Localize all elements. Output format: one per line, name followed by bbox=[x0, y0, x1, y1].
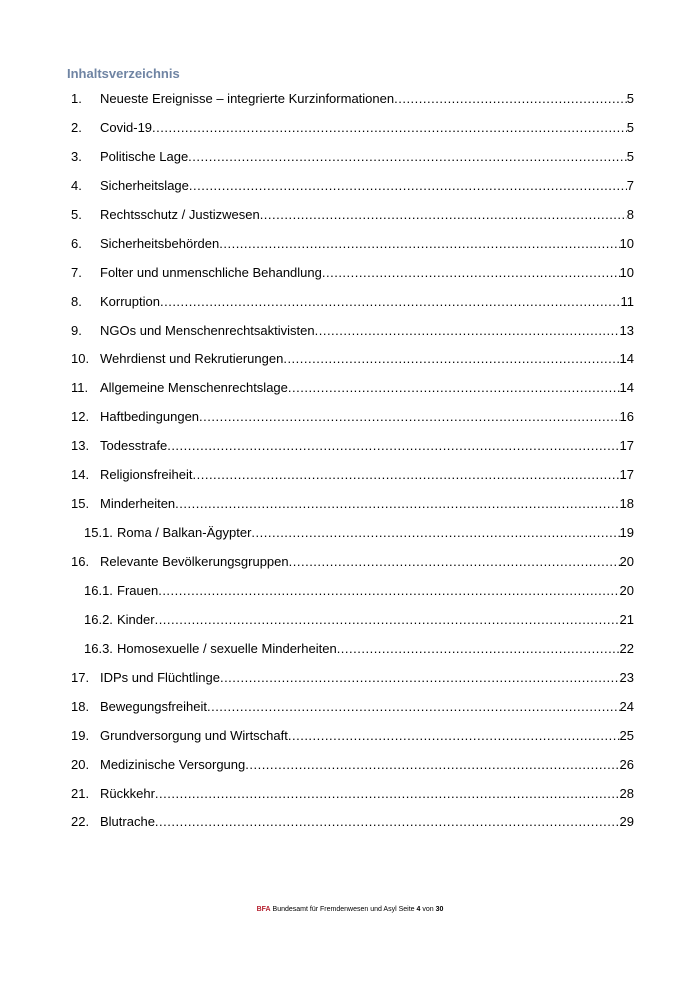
toc-entry-number: 12. bbox=[71, 409, 90, 425]
toc-entry[interactable] bbox=[0, 230, 700, 259]
toc-dot-leader bbox=[155, 606, 620, 635]
toc-entry[interactable] bbox=[0, 490, 700, 519]
toc-dot-leader bbox=[167, 432, 619, 461]
toc-entry-page[interactable]: 7 bbox=[626, 177, 634, 193]
toc-entry-page[interactable]: 5 bbox=[626, 119, 634, 135]
footer-of-text: von bbox=[422, 906, 434, 913]
toc-entry-number: 5. bbox=[71, 206, 82, 222]
toc-entry-label[interactable]: Relevante Bevölkerungsgruppen bbox=[100, 554, 289, 569]
toc-entry-number: 16.2. bbox=[84, 611, 113, 627]
toc-entry-line bbox=[100, 201, 634, 230]
toc-dot-leader bbox=[219, 230, 619, 259]
toc-entry-line bbox=[100, 664, 634, 693]
toc-entry[interactable] bbox=[0, 172, 700, 201]
toc-dot-leader bbox=[245, 751, 619, 780]
toc-entry-line bbox=[100, 461, 634, 490]
toc-entry[interactable] bbox=[0, 548, 700, 577]
toc-entry-number: 17. bbox=[71, 669, 90, 685]
toc-dot-leader bbox=[251, 519, 619, 548]
toc-entry-line bbox=[100, 85, 634, 114]
toc-entry-number: 16.3. bbox=[84, 640, 113, 656]
toc-entry-line bbox=[100, 490, 634, 519]
toc-entry-line bbox=[100, 114, 634, 143]
toc-entry-number: 1. bbox=[71, 91, 82, 106]
toc-entry-number: 13. bbox=[71, 438, 90, 454]
toc-entry[interactable] bbox=[0, 693, 700, 722]
toc-entry-label[interactable]: Rückkehr bbox=[100, 785, 155, 801]
toc-entry-page[interactable]: 17 bbox=[619, 467, 634, 483]
toc-dot-leader bbox=[288, 374, 620, 403]
toc-entry-label[interactable]: Frauen bbox=[117, 582, 159, 598]
toc-entry-label[interactable]: Kinder bbox=[117, 611, 155, 627]
toc-dot-leader bbox=[155, 808, 620, 837]
toc-entry-line bbox=[100, 808, 634, 837]
toc-dot-leader bbox=[283, 345, 619, 374]
toc-entry-page[interactable]: 8 bbox=[626, 206, 634, 222]
toc-dot-leader bbox=[155, 780, 620, 809]
toc-entry-label[interactable]: Grundversorgung und Wirtschaft bbox=[100, 727, 288, 743]
toc-entry-number: 15. bbox=[71, 496, 90, 512]
toc-entry-label[interactable]: Rechtsschutz / Justizwesen bbox=[100, 206, 260, 222]
toc-entry-label[interactable]: IDPs und Flüchtlinge bbox=[100, 669, 220, 685]
toc-entry-label[interactable]: Sicherheitslage bbox=[100, 177, 189, 193]
toc-entry-line bbox=[117, 577, 634, 606]
toc-entry-label[interactable]: Blutrache bbox=[100, 814, 155, 830]
toc-entry-page[interactable]: 20 bbox=[619, 582, 634, 598]
toc-entry[interactable] bbox=[0, 808, 700, 837]
toc-entry-page[interactable]: 18 bbox=[619, 496, 634, 512]
toc-entry-number: 2. bbox=[71, 119, 82, 135]
toc-entry-line bbox=[100, 259, 634, 288]
toc-entry-number: 14. bbox=[71, 467, 90, 483]
toc-entry[interactable] bbox=[0, 432, 700, 461]
toc-entry[interactable] bbox=[0, 288, 700, 317]
toc-entry-label[interactable]: Politische Lage bbox=[100, 148, 189, 164]
toc-entry-label[interactable]: Wehrdienst und Rekrutierungen bbox=[100, 351, 284, 367]
toc-entry[interactable] bbox=[0, 722, 700, 751]
toc-entry-number: 10. bbox=[71, 351, 90, 367]
toc-entry-line bbox=[100, 317, 634, 346]
toc-dot-leader bbox=[322, 259, 620, 288]
toc-entry[interactable] bbox=[0, 374, 700, 403]
toc-entry-line bbox=[100, 548, 634, 577]
toc-entry-label[interactable]: Medizinische Versorgung bbox=[100, 756, 246, 772]
toc-entry-number: 21. bbox=[71, 785, 90, 801]
toc-entry-number: 22. bbox=[71, 814, 90, 830]
toc-dot-leader bbox=[175, 490, 619, 519]
toc-dot-leader bbox=[189, 172, 627, 201]
toc-entry[interactable] bbox=[0, 143, 700, 172]
toc-list bbox=[0, 85, 700, 837]
toc-entry-line bbox=[100, 288, 634, 317]
toc-entry-number: 11. bbox=[71, 380, 89, 396]
toc-entry-number: 8. bbox=[71, 293, 82, 309]
toc-entry-number: 9. bbox=[71, 322, 82, 338]
toc-entry-page[interactable]: 17 bbox=[619, 438, 634, 454]
toc-dot-leader bbox=[158, 577, 619, 606]
toc-entry-line bbox=[100, 143, 634, 172]
toc-dot-leader bbox=[199, 403, 620, 432]
toc-entry-page[interactable]: 5 bbox=[626, 91, 634, 106]
toc-entry-line bbox=[100, 230, 634, 259]
toc-entry-number: 16. bbox=[71, 554, 90, 569]
toc-dot-leader bbox=[160, 288, 621, 317]
toc-entry-page[interactable]: 16 bbox=[619, 409, 634, 425]
toc-dot-leader bbox=[207, 693, 620, 722]
footer-total-pages: 30 bbox=[435, 906, 444, 913]
toc-entry-line bbox=[100, 403, 634, 432]
toc-entry[interactable] bbox=[0, 606, 700, 635]
toc-entry-page[interactable]: 14 bbox=[619, 351, 634, 367]
toc-entry-page[interactable]: 28 bbox=[619, 785, 634, 801]
toc-entry-label[interactable]: Sicherheitsbehörden bbox=[100, 235, 220, 251]
toc-entry[interactable] bbox=[0, 577, 700, 606]
toc-entry-number: 6. bbox=[71, 235, 82, 251]
toc-entry-label[interactable]: Homosexuelle / sexuelle Minderheiten bbox=[117, 640, 337, 656]
toc-dot-leader bbox=[337, 635, 620, 664]
toc-entry-page[interactable]: 10 bbox=[619, 264, 634, 280]
toc-entry-number: 3. bbox=[71, 148, 82, 164]
toc-dot-leader bbox=[289, 548, 620, 577]
toc-entry-page[interactable]: 13 bbox=[619, 322, 634, 338]
footer-text: Bundesamt für Fremdenwesen und Asyl Seite bbox=[272, 906, 415, 913]
toc-entry-number: 7. bbox=[71, 264, 82, 280]
toc-entry-page[interactable]: 20 bbox=[619, 554, 634, 569]
toc-dot-leader bbox=[152, 114, 627, 143]
toc-dot-leader bbox=[260, 201, 627, 230]
toc-entry[interactable] bbox=[0, 403, 700, 432]
toc-entry-page[interactable]: 25 bbox=[619, 727, 634, 743]
toc-entry[interactable] bbox=[0, 114, 700, 143]
toc-entry-line bbox=[117, 606, 634, 635]
toc-entry-page[interactable]: 22 bbox=[619, 640, 634, 656]
toc-entry[interactable] bbox=[0, 259, 700, 288]
toc-entry-page[interactable]: 23 bbox=[619, 669, 634, 685]
toc-entry[interactable] bbox=[0, 519, 700, 548]
toc-entry-line bbox=[100, 345, 634, 374]
toc-dot-leader bbox=[220, 664, 620, 693]
toc-entry-page[interactable]: 14 bbox=[619, 380, 634, 396]
toc-entry-number: 20. bbox=[71, 756, 90, 772]
toc-entry-number: 18. bbox=[71, 698, 90, 714]
toc-entry-label[interactable]: Roma / Balkan-Ägypter bbox=[117, 525, 252, 541]
toc-entry-label[interactable]: NGOs und Menschenrechtsaktivisten bbox=[100, 322, 315, 338]
toc-entry-label[interactable]: Todesstrafe bbox=[100, 438, 168, 454]
toc-entry-number: 16.1. bbox=[84, 582, 113, 598]
toc-entry-number: 4. bbox=[71, 177, 82, 193]
toc-entry-label[interactable]: Bewegungsfreiheit bbox=[100, 698, 207, 714]
toc-entry-label[interactable]: Minderheiten bbox=[100, 496, 176, 512]
toc-entry-label[interactable]: Haftbedingungen bbox=[100, 409, 200, 425]
page-footer bbox=[0, 906, 700, 913]
toc-entry-number: 15.1. bbox=[84, 525, 113, 541]
toc-dot-leader bbox=[193, 461, 620, 490]
toc-entry-page[interactable]: 19 bbox=[619, 525, 634, 541]
toc-entry-page[interactable]: 5 bbox=[626, 148, 634, 164]
toc-entry-line bbox=[100, 374, 634, 403]
toc-dot-leader bbox=[188, 143, 627, 172]
toc-entry[interactable] bbox=[0, 85, 700, 114]
toc-entry-label[interactable]: Covid-19 bbox=[100, 119, 153, 135]
toc-entry-line bbox=[100, 780, 634, 809]
toc-entry[interactable] bbox=[0, 751, 700, 780]
toc-title: Inhaltsverzeichnis bbox=[67, 66, 180, 81]
toc-entry-page[interactable]: 26 bbox=[619, 756, 634, 772]
toc-entry-page[interactable]: 10 bbox=[619, 235, 634, 251]
toc-entry-line bbox=[100, 172, 634, 201]
footer-brand: BFA bbox=[256, 906, 271, 913]
toc-entry-label[interactable]: Korruption bbox=[100, 293, 160, 309]
toc-entry-number: 19. bbox=[71, 727, 90, 743]
toc-entry[interactable] bbox=[0, 317, 700, 346]
toc-entry-label[interactable]: Allgemeine Menschenrechtslage bbox=[100, 380, 288, 396]
toc-entry[interactable] bbox=[0, 345, 700, 374]
toc-entry-line bbox=[100, 432, 634, 461]
toc-dot-leader bbox=[394, 85, 627, 114]
toc-entry-page[interactable]: 21 bbox=[619, 611, 634, 627]
toc-entry[interactable] bbox=[0, 461, 700, 490]
toc-dot-leader bbox=[315, 317, 620, 346]
toc-entry-page[interactable]: 29 bbox=[619, 814, 634, 830]
toc-entry[interactable] bbox=[0, 780, 700, 809]
toc-entry-line bbox=[100, 693, 634, 722]
toc-entry-line bbox=[117, 519, 634, 548]
toc-entry[interactable] bbox=[0, 664, 700, 693]
toc-entry-label[interactable]: Religionsfreiheit bbox=[100, 467, 193, 483]
toc-entry-label[interactable]: Folter und unmenschliche Behandlung bbox=[100, 264, 322, 280]
toc-dot-leader bbox=[288, 722, 620, 751]
toc-entry-label[interactable]: Neueste Ereignisse – integrierte Kurzinformationen bbox=[100, 91, 395, 106]
toc-entry-line bbox=[117, 635, 634, 664]
toc-entry-page[interactable]: 11 bbox=[620, 293, 634, 309]
toc-entry[interactable] bbox=[0, 201, 700, 230]
toc-entry[interactable] bbox=[0, 635, 700, 664]
toc-entry-page[interactable]: 24 bbox=[619, 698, 634, 714]
toc-entry-line bbox=[100, 722, 634, 751]
footer-current-page: 4 bbox=[416, 906, 421, 913]
toc-entry-line bbox=[100, 751, 634, 780]
